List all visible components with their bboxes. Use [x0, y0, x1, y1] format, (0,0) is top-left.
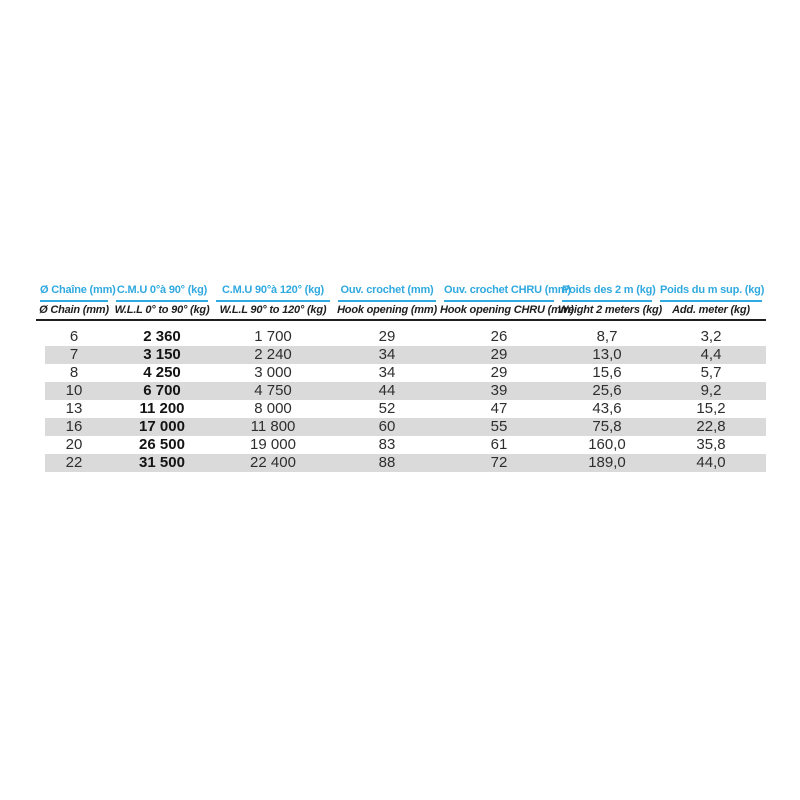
- column-header-fr: [112, 283, 212, 302]
- table-cell: 34: [378, 364, 396, 381]
- table-cell: 11 800: [250, 418, 296, 435]
- table-cell: 16: [65, 418, 83, 435]
- table-cell: 3 150: [143, 346, 181, 363]
- table-cell: 9,2: [700, 382, 722, 399]
- table-cell: 34: [378, 346, 396, 363]
- column-header-fr-label: Poids du m sup. (kg): [660, 283, 762, 302]
- column-header-en-label: Ø Chain (mm): [39, 304, 109, 316]
- table-cell: 83: [378, 436, 396, 453]
- table-cell: 60: [378, 418, 396, 435]
- table-cell: 44: [378, 382, 396, 399]
- table-cell: 61: [490, 436, 508, 453]
- table-cell: 8,7: [596, 328, 618, 345]
- table-cell: 55: [490, 418, 508, 435]
- table-row: [36, 364, 766, 382]
- table-cell: 2 360: [143, 328, 181, 345]
- table-cell: 160,0: [588, 436, 626, 453]
- chain-spec-table: [36, 283, 766, 472]
- column-header-en-label: W.L.L 90° to 120° (kg): [219, 304, 327, 316]
- table-row: [36, 418, 766, 436]
- table-row: [36, 400, 766, 418]
- table-cell: 13,0: [592, 346, 622, 363]
- column-header-fr-label: C.M.U 90°à 120° (kg): [216, 283, 330, 302]
- table-row: [36, 454, 766, 472]
- table-cell: 19 000: [250, 436, 296, 453]
- table-cell: 3 000: [254, 364, 292, 381]
- table-cell: 2 240: [254, 346, 292, 363]
- table-cell: 4 250: [143, 364, 181, 381]
- table-cell: 44,0: [696, 454, 726, 471]
- table-header-row-english: [36, 302, 766, 321]
- column-header-fr: [558, 283, 656, 302]
- column-header-fr: [36, 283, 116, 302]
- table-cell: 39: [490, 382, 508, 399]
- table-cell: 1 700: [254, 328, 292, 345]
- column-header-en-label: Hook opening (mm): [337, 304, 437, 316]
- table-row: [36, 436, 766, 454]
- table-cell: 29: [490, 364, 508, 381]
- table-cell: 11 200: [139, 400, 185, 417]
- table-cell: 26 500: [139, 436, 185, 453]
- table-row: [36, 382, 766, 400]
- column-header-fr-label: Ø Chaîne (mm): [40, 283, 108, 302]
- table-cell: 35,8: [696, 436, 726, 453]
- table-header-row-french: [36, 283, 766, 302]
- table-cell: 7: [69, 346, 79, 363]
- table-cell: 31 500: [139, 454, 185, 471]
- table-cell: 22 400: [250, 454, 296, 471]
- table-row: [36, 328, 766, 346]
- table-cell: 8 000: [254, 400, 292, 417]
- table-cell: 6 700: [143, 382, 181, 399]
- column-header-fr-label: C.M.U 0°à 90° (kg): [116, 283, 208, 302]
- table-cell: 43,6: [592, 400, 622, 417]
- column-header-en-label: Weight 2 meters (kg): [558, 304, 662, 316]
- column-header-fr-label: Poids des 2 m (kg): [562, 283, 652, 302]
- table-cell: 8: [69, 364, 79, 381]
- column-header-fr-label: Ouv. crochet CHRU (mm): [444, 283, 554, 302]
- table-cell: 4,4: [700, 346, 722, 363]
- column-header-en-label: Add. meter (kg): [672, 304, 750, 316]
- table-cell: 52: [378, 400, 396, 417]
- table-cell: 17 000: [139, 418, 185, 435]
- table-body: [36, 328, 766, 472]
- table-cell: 88: [378, 454, 396, 471]
- column-header-fr: [334, 283, 440, 302]
- column-header-en-label: W.L.L 0° to 90° (kg): [114, 304, 210, 316]
- column-header-fr-label: Ouv. crochet (mm): [338, 283, 436, 302]
- table-cell: 47: [490, 400, 508, 417]
- table-cell: 3,2: [700, 328, 722, 345]
- table-cell: 13: [65, 400, 83, 417]
- table-cell: 29: [490, 346, 508, 363]
- table-cell: 15,2: [696, 400, 726, 417]
- table-cell: 20: [65, 436, 83, 453]
- table-cell: 10: [65, 382, 83, 399]
- table-cell: 29: [378, 328, 396, 345]
- table-cell: 25,6: [592, 382, 622, 399]
- table-cell: 22: [65, 454, 83, 471]
- table-cell: 26: [490, 328, 508, 345]
- column-header-fr: [656, 283, 766, 302]
- table-cell: 5,7: [700, 364, 722, 381]
- table-cell: 75,8: [592, 418, 622, 435]
- column-header-fr: [440, 283, 571, 302]
- table-cell: 15,6: [592, 364, 622, 381]
- table-cell: 189,0: [588, 454, 626, 471]
- column-header-fr: [212, 283, 334, 302]
- table-cell: 22,8: [696, 418, 726, 435]
- table-cell: 72: [490, 454, 508, 471]
- column-header-en-label: Hook opening CHRU (mm): [440, 304, 574, 316]
- table-cell: 6: [69, 328, 79, 345]
- table-row: [36, 346, 766, 364]
- table-cell: 4 750: [254, 382, 292, 399]
